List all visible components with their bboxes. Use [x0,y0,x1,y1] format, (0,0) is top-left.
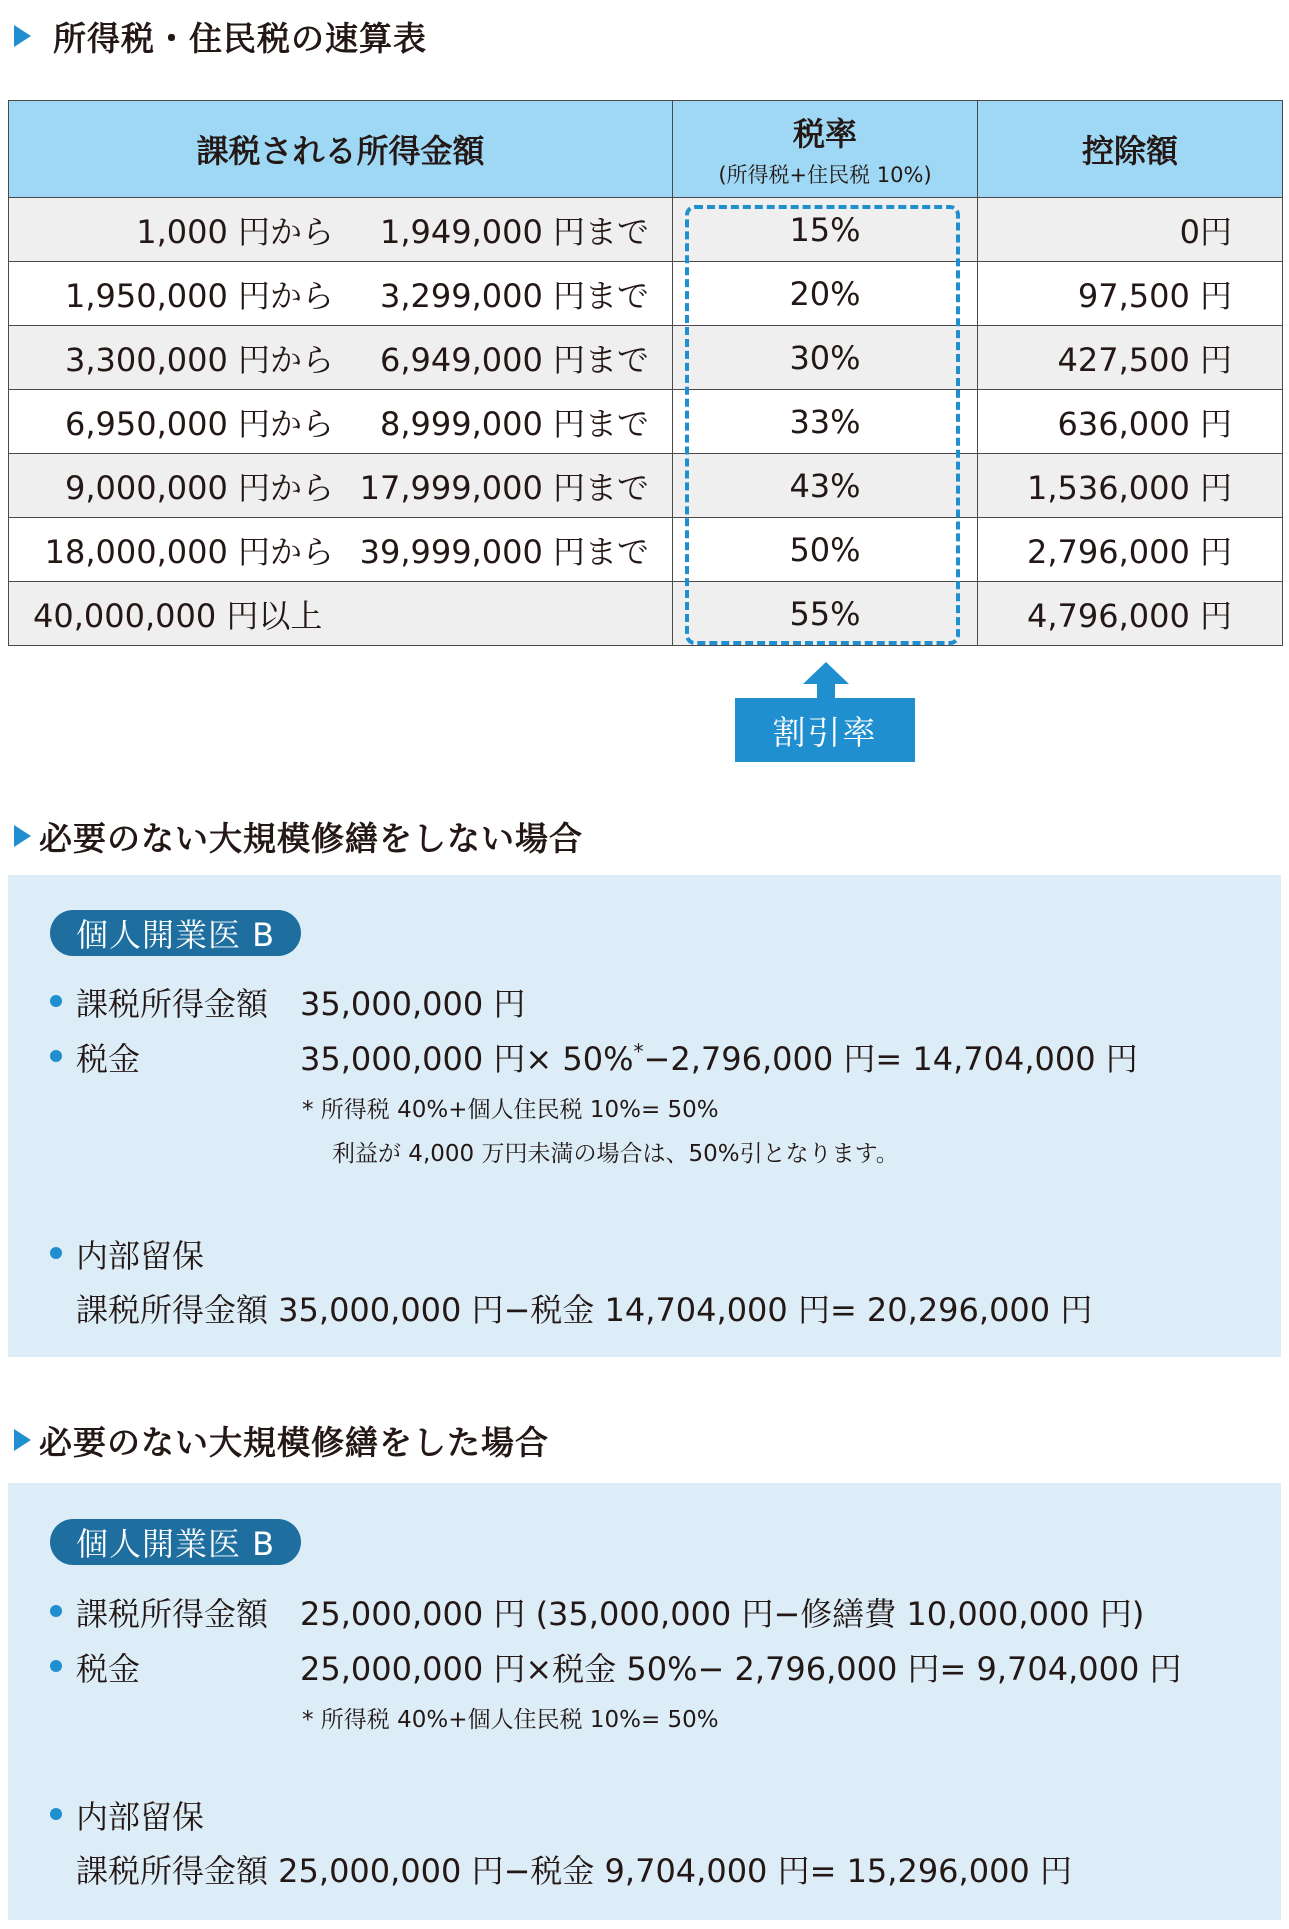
deduction-cell: 97,500 円 [978,262,1283,326]
header-deduction: 控除額 [978,101,1283,198]
tax-formula: 35,000,000 円× 50%*−2,796,000 円= 14,704,000 円 [300,1039,1138,1078]
discount-rate-label: 割引率 [735,698,915,762]
deduction-cell: 2,796,000 円 [978,518,1283,582]
triangle-marker-icon [14,25,31,47]
rate-cell: 43% [673,454,978,518]
section-heading-with-repair [14,1420,549,1460]
header-rate: 税率 (所得税+住民税 10%) [673,101,978,198]
income-range-cell: 9,000,000 円から 17,999,000 円まで [9,454,673,518]
income-label: 課税所得金額 [76,1595,269,1633]
bullet-dot-icon [50,1808,62,1820]
retained-label: 内部留保 [76,1798,205,1836]
table-row [9,390,1283,454]
rate-cell: 55% [673,582,978,646]
income-range-cell: 18,000,000 円から 39,999,000 円まで [9,518,673,582]
table-row [9,582,1283,646]
rate-cell: 15% [673,198,978,262]
bullet-dot-icon [50,995,62,1007]
deduction-cell: 636,000 円 [978,390,1283,454]
table-row [9,262,1283,326]
section-heading-no-repair [14,816,583,856]
heading-text: 必要のない大規模修繕をしない場合 [39,818,583,858]
rate-cell: 20% [673,262,978,326]
table-row [9,326,1283,390]
income-value: 35,000,000 円 [300,985,526,1023]
tax-note-condition: 利益が 4,000 万円未満の場合は、50%引となります。 [332,1141,899,1167]
triangle-marker-icon [14,1429,31,1451]
tax-label: 税金 [76,1040,141,1078]
header-rate-sub: (所得税+住民税 10%) [718,163,932,187]
bullet-dot-icon [50,1660,62,1672]
retained-label: 内部留保 [76,1237,205,1275]
heading-text: 所得税・住民税の速算表 [53,18,427,58]
bullet-dot-icon [50,1247,62,1259]
rate-highlight-dashed-box [685,205,960,645]
rate-cell: 33% [673,390,978,454]
income-label: 課税所得金額 [76,985,269,1023]
arrow-stem [817,683,835,699]
section-heading-tax-table [14,16,427,56]
rate-cell: 30% [673,326,978,390]
deduction-cell: 427,500 円 [978,326,1283,390]
doctor-pill-badge: 個人開業医 B [50,1519,301,1565]
asterisk-mark: * [633,1039,644,1064]
arrow-up-icon [803,662,849,684]
bullet-dot-icon [50,1605,62,1617]
tax-rate-table [8,100,1283,646]
income-range-cell: 3,300,000 円から 6,949,000 円まで [9,326,673,390]
deduction-cell: 1,536,000 円 [978,454,1283,518]
retained-formula: 課税所得金額 35,000,000 円−税金 14,704,000 円= 20,296,000 円 [76,1291,1093,1329]
income-value: 25,000,000 円 (35,000,000 円−修繕費 10,000,000 円) [300,1595,1145,1633]
rate-cell: 50% [673,518,978,582]
tax-formula: 25,000,000 円×税金 50%− 2,796,000 円= 9,704,000 円 [300,1650,1182,1688]
table-row [9,198,1283,262]
tax-label: 税金 [76,1650,141,1688]
tax-note-rate: * 所得税 40%+個人住民税 10%= 50% [302,1097,719,1123]
income-range-cell: 1,950,000 円から 3,299,000 円まで [9,262,673,326]
retained-formula: 課税所得金額 25,000,000 円−税金 9,704,000 円= 15,296,000 円 [76,1852,1072,1890]
header-income: 課税される所得金額 [9,101,673,198]
income-range-cell: 6,950,000 円から 8,999,000 円まで [9,390,673,454]
case-panel-no-repair [8,875,1281,1357]
heading-text: 必要のない大規模修繕をした場合 [39,1422,549,1462]
case-panel-with-repair [8,1483,1281,1920]
doctor-pill-badge: 個人開業医 B [50,910,301,956]
deduction-cell: 4,796,000 円 [978,582,1283,646]
tax-note-rate: * 所得税 40%+個人住民税 10%= 50% [302,1707,719,1733]
deduction-cell: 0円 [978,198,1283,262]
income-range-cell: 1,000 円から 1,949,000 円まで [9,198,673,262]
bullet-dot-icon [50,1050,62,1062]
table-row [9,454,1283,518]
triangle-marker-icon [14,825,31,847]
table-row [9,518,1283,582]
income-range-cell: 40,000,000 円以上 [9,582,673,646]
